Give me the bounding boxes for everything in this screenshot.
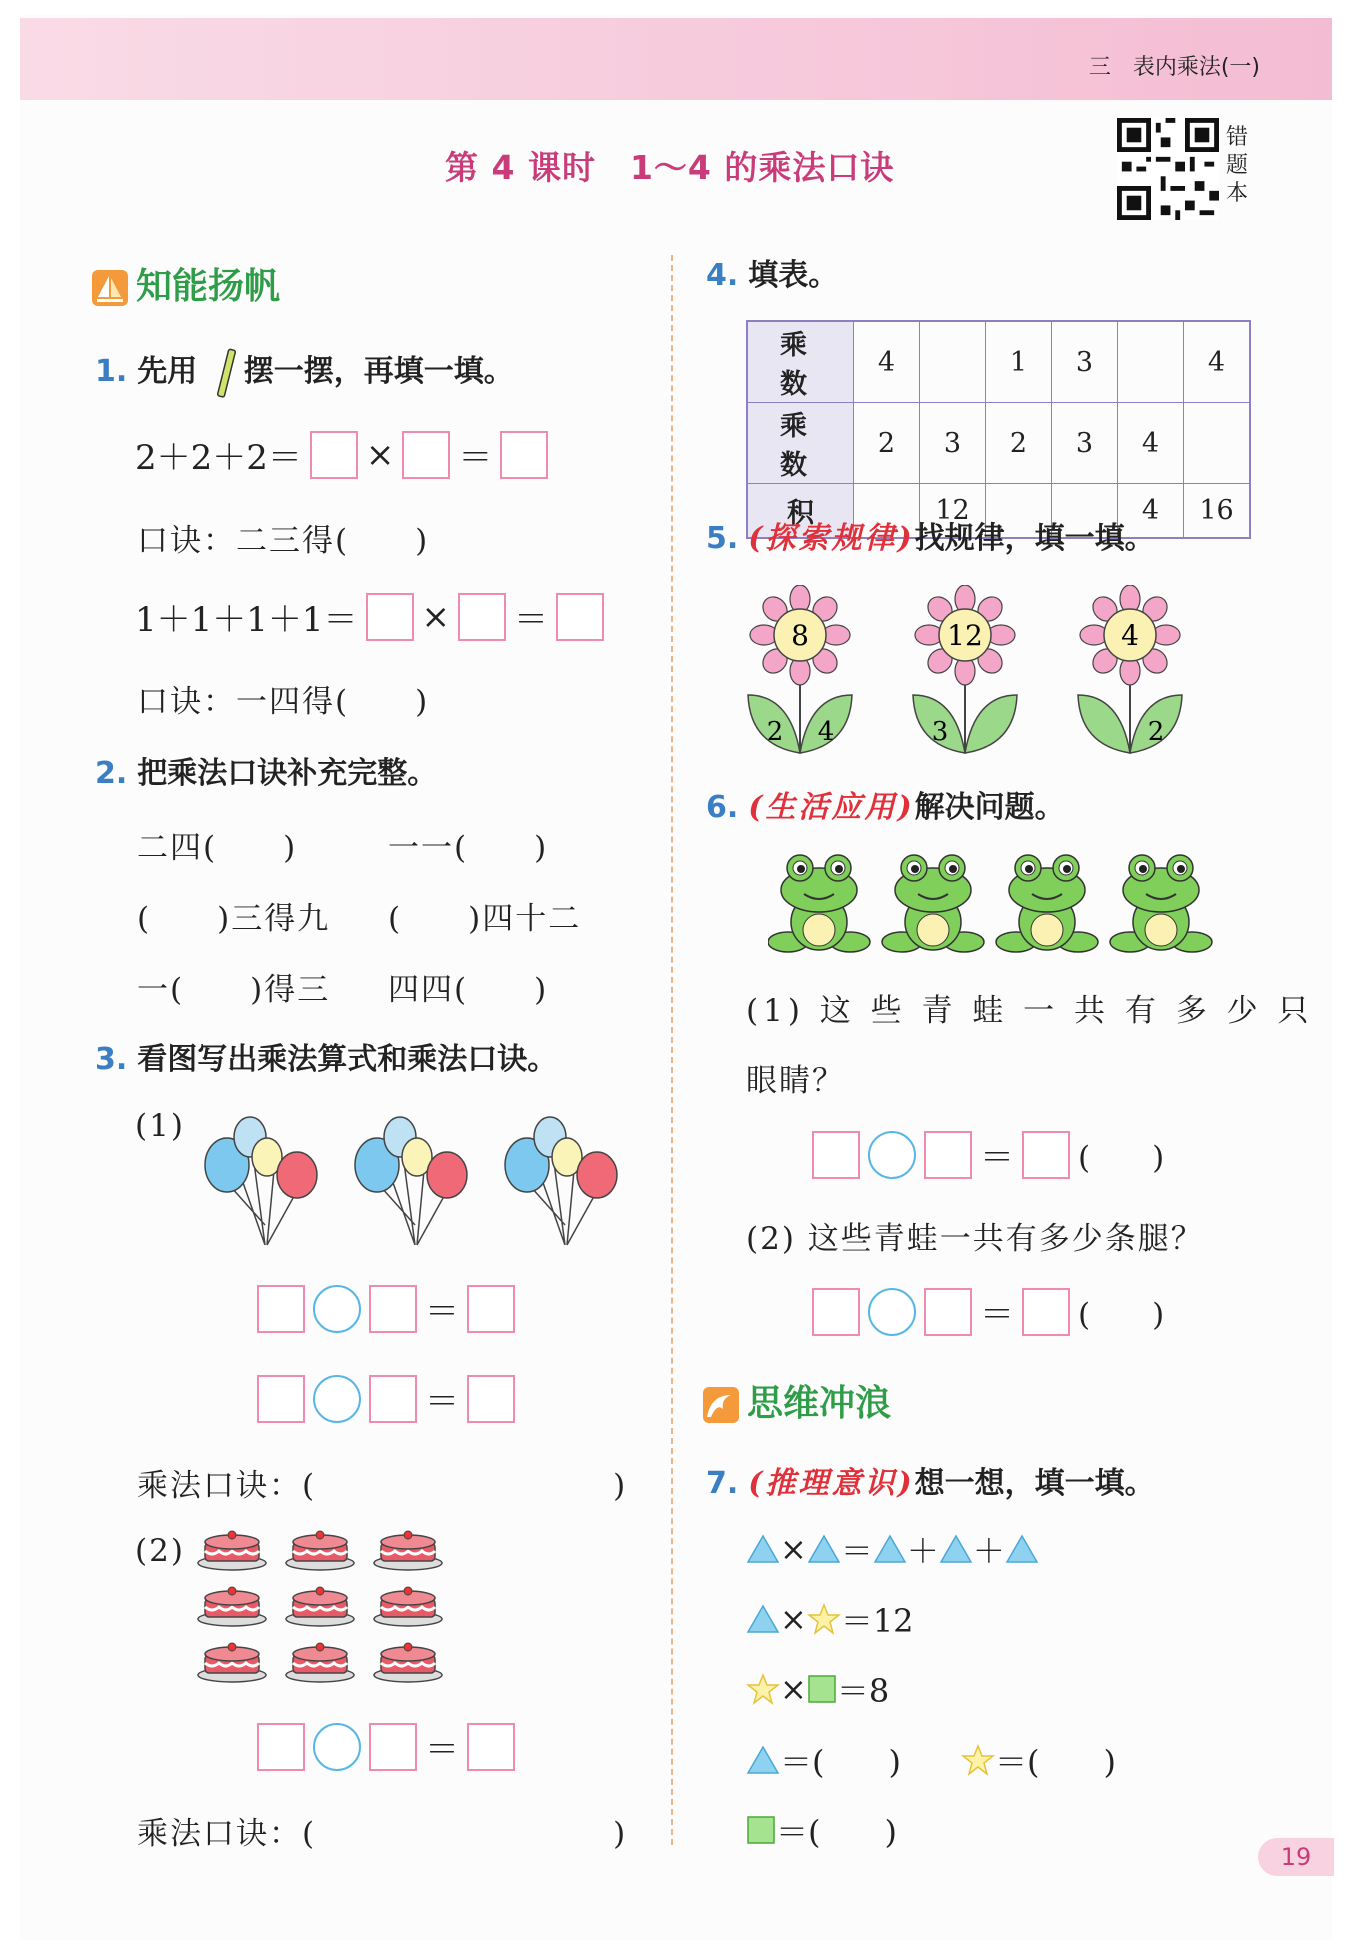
- q3-equation: [257, 1374, 515, 1423]
- row-label: 乘 数: [747, 403, 854, 484]
- triangle-icon: [746, 1604, 780, 1634]
- answer-box[interactable]: [467, 1723, 515, 1771]
- table-cell[interactable]: [1184, 403, 1251, 484]
- answer-box[interactable]: [924, 1288, 972, 1336]
- q6-equation-2: [812, 1287, 1164, 1336]
- answer-box[interactable]: [369, 1375, 417, 1423]
- flowers-illustration: [740, 585, 1200, 760]
- balloons-illustration: [195, 1105, 635, 1250]
- table-cell[interactable]: [1118, 321, 1184, 403]
- table-row: [747, 403, 1250, 484]
- equals-sign: ＝: [980, 1295, 1014, 1335]
- lesson-title: 第 4 课时 1～4 的乘法口诀: [445, 148, 895, 187]
- flower-center: 4: [1121, 619, 1139, 652]
- answer-box[interactable]: [402, 431, 450, 479]
- star-icon: [746, 1673, 780, 1705]
- triangle-icon: [807, 1534, 841, 1564]
- answer-box[interactable]: [1022, 1288, 1070, 1336]
- triangle-answer[interactable]: ＝( ): [780, 1743, 901, 1781]
- q3-part-1: (1): [135, 1108, 185, 1144]
- unit-paren[interactable]: ( ): [1078, 1140, 1165, 1176]
- qr-code-icon[interactable]: [1117, 118, 1219, 220]
- answer-box[interactable]: [556, 593, 604, 641]
- table-cell[interactable]: [920, 321, 986, 403]
- q1-expr1: 2＋2＋2＝: [135, 438, 302, 478]
- star-answer[interactable]: ＝( ): [994, 1743, 1116, 1781]
- q7-number: 7.: [706, 1466, 739, 1501]
- square-icon: [746, 1815, 776, 1845]
- table-cell[interactable]: 4: [1118, 484, 1184, 539]
- sail-icon: [92, 270, 128, 306]
- answer-box[interactable]: [500, 431, 548, 479]
- answer-box[interactable]: [257, 1723, 305, 1771]
- q5-tag: (探索规律): [748, 521, 915, 556]
- equals-sign: ＝: [425, 1730, 459, 1770]
- triangle-icon: [939, 1534, 973, 1564]
- wave-icon: [703, 1387, 739, 1423]
- answer-box[interactable]: [458, 593, 506, 641]
- square-icon: [807, 1674, 837, 1704]
- section-basic: [92, 258, 280, 309]
- flower: [913, 585, 1017, 753]
- q4-text: 填表。: [748, 258, 839, 293]
- triangle-icon: [873, 1534, 907, 1564]
- table-row: [747, 321, 1250, 403]
- q7-answer-row-2: [746, 1807, 897, 1853]
- balloon-group: [505, 1117, 617, 1245]
- column-divider: [671, 255, 673, 1845]
- question-7: [706, 1458, 1155, 1502]
- operator-circle[interactable]: [313, 1723, 361, 1771]
- stick-icon: [214, 347, 238, 399]
- flower-center: 12: [947, 619, 983, 652]
- q7-line-1: [746, 1526, 1039, 1572]
- unit-title: 三 表内乘法(一): [1088, 55, 1260, 80]
- table-cell[interactable]: 2: [986, 403, 1052, 484]
- times-sign: ×: [780, 1600, 807, 1638]
- operator-circle[interactable]: [313, 1375, 361, 1423]
- table-cell[interactable]: 12: [920, 484, 986, 539]
- q6-sub2: (2) 这些青蛙一共有多少条腿？: [746, 1221, 1204, 1257]
- q3-equation: [257, 1284, 515, 1333]
- table-cell[interactable]: 4: [1118, 403, 1184, 484]
- section-thinking: [703, 1375, 891, 1426]
- times-sign: ×: [421, 596, 451, 637]
- table-cell[interactable]: 3: [1052, 403, 1118, 484]
- table-cell[interactable]: 4: [1184, 321, 1251, 403]
- page-number: 19: [1258, 1838, 1334, 1876]
- question-2: [95, 748, 437, 792]
- triangle-icon: [1005, 1534, 1039, 1564]
- section-basic-label: 知能扬帆: [136, 266, 281, 307]
- answer-box[interactable]: [812, 1288, 860, 1336]
- q6-text: 解决问题。: [914, 790, 1065, 825]
- question-1: [95, 346, 514, 399]
- q2-item[interactable]: ( )四十二: [388, 901, 582, 937]
- table-cell[interactable]: 16: [1184, 484, 1251, 539]
- question-3: [95, 1034, 557, 1078]
- plus-sign: ＋: [972, 1532, 1005, 1570]
- answer-box[interactable]: [369, 1285, 417, 1333]
- flower-right-leaf: 2: [1147, 717, 1165, 747]
- triangle-icon: [746, 1534, 780, 1564]
- q3-text: 看图写出乘法算式和乘法口诀。: [137, 1042, 558, 1077]
- q7-tag: (推理意识): [748, 1466, 915, 1501]
- answer-box[interactable]: [366, 593, 414, 641]
- q7-line-3-value: ＝8: [836, 1672, 890, 1710]
- q2-item[interactable]: 二四( ): [137, 830, 298, 866]
- q1-equation-1: [135, 430, 548, 479]
- q6-equation-1: [812, 1130, 1164, 1179]
- q2-number: 2.: [95, 756, 128, 791]
- q3-number: 3.: [95, 1042, 128, 1077]
- flower-left-leaf: 2: [766, 717, 784, 747]
- q6-sub1: (1) 这 些 青 蛙 一 共 有 多 少 只: [746, 993, 1314, 1029]
- balloon-group: [205, 1117, 317, 1245]
- q2-item[interactable]: 一( )得三: [137, 972, 331, 1008]
- q4-number: 4.: [706, 258, 739, 293]
- answer-box[interactable]: [924, 1131, 972, 1179]
- question-5: [706, 513, 1155, 557]
- flower-right-leaf: 4: [817, 717, 835, 747]
- row-label: 积: [747, 484, 854, 539]
- qr-label: 错题本: [1226, 125, 1249, 206]
- balloon-group: [355, 1117, 467, 1245]
- answer-box[interactable]: [1022, 1131, 1070, 1179]
- q3-rhyme[interactable]: 乘法口诀：( ): [137, 1816, 628, 1852]
- q2-text: 把乘法口诀补充完整。: [137, 756, 438, 791]
- equals-sign: ＝: [458, 438, 493, 478]
- answer-box[interactable]: [310, 431, 358, 479]
- answer-box[interactable]: [369, 1723, 417, 1771]
- question-6: [706, 782, 1065, 826]
- q5-text: 找规律，填一填。: [914, 521, 1155, 556]
- operator-circle[interactable]: [313, 1285, 361, 1333]
- q3-part-2: (2): [135, 1533, 185, 1569]
- equals-sign: ＝: [980, 1138, 1014, 1178]
- flower-center: 8: [791, 619, 809, 652]
- q6-tag: (生活应用): [748, 790, 915, 825]
- answer-box[interactable]: [467, 1285, 515, 1333]
- q7-line-2-value: ＝12: [840, 1602, 914, 1640]
- q7-line-3: [746, 1666, 889, 1712]
- q1-rhyme-2: 口诀：一四得( ): [137, 684, 430, 720]
- operator-circle[interactable]: [868, 1131, 916, 1179]
- triangle-icon: [746, 1745, 780, 1775]
- q1-number: 1.: [95, 354, 128, 389]
- unit-paren[interactable]: ( ): [1078, 1297, 1165, 1333]
- q6-number: 6.: [706, 790, 739, 825]
- section-thinking-label: 思维冲浪: [747, 1383, 892, 1424]
- q1-text-a: 先用: [137, 354, 198, 389]
- times-sign: ×: [365, 434, 395, 475]
- q1-rhyme-1: 口诀：二三得( ): [137, 523, 430, 559]
- answer-box[interactable]: [812, 1131, 860, 1179]
- table-cell[interactable]: 2: [854, 403, 920, 484]
- q7-answer-row: [746, 1737, 1116, 1783]
- equals-sign: ＝: [425, 1382, 459, 1422]
- q1-equation-2: [135, 592, 604, 641]
- flower-left-leaf: 3: [931, 717, 949, 747]
- q2-item[interactable]: 四四( ): [388, 972, 549, 1008]
- table-cell[interactable]: 1: [986, 321, 1052, 403]
- answer-box[interactable]: [257, 1285, 305, 1333]
- question-4: [706, 250, 838, 294]
- table-cell[interactable]: 4: [854, 321, 920, 403]
- table-cell[interactable]: 3: [920, 403, 986, 484]
- row-label: 乘 数: [747, 321, 854, 403]
- q1-text-b: 摆一摆，再填一填。: [243, 354, 514, 389]
- q5-number: 5.: [706, 521, 739, 556]
- table-cell[interactable]: 3: [1052, 321, 1118, 403]
- q1-expr2: 1＋1＋1＋1＝: [135, 600, 358, 640]
- answer-box[interactable]: [257, 1375, 305, 1423]
- star-icon: [807, 1603, 841, 1635]
- equals-sign: ＝: [425, 1292, 459, 1332]
- q2-item[interactable]: ( )三得九: [137, 901, 331, 937]
- answer-box[interactable]: [467, 1375, 515, 1423]
- q3-equation: [257, 1722, 515, 1771]
- multiplication-table: [746, 320, 1251, 539]
- q6-sub1-cont: 眼睛？: [746, 1063, 845, 1099]
- q7-text: 想一想，填一填。: [914, 1466, 1155, 1501]
- q3-rhyme[interactable]: 乘法口诀：( ): [137, 1468, 628, 1504]
- flower: [1078, 585, 1182, 753]
- times-sign: ×: [780, 1530, 807, 1568]
- flower: [748, 585, 852, 753]
- cakes-illustration: [195, 1525, 455, 1705]
- q2-item[interactable]: 一一( ): [388, 830, 549, 866]
- star-icon: [961, 1744, 995, 1776]
- square-answer[interactable]: ＝( ): [776, 1813, 897, 1851]
- times-sign: ×: [780, 1670, 807, 1708]
- q7-line-2: [746, 1596, 914, 1642]
- plus-sign: ＋: [906, 1532, 939, 1570]
- operator-circle[interactable]: [868, 1288, 916, 1336]
- frogs-illustration: [768, 850, 1228, 960]
- equals-sign: ＝: [840, 1532, 873, 1570]
- equals-sign: ＝: [514, 600, 549, 640]
